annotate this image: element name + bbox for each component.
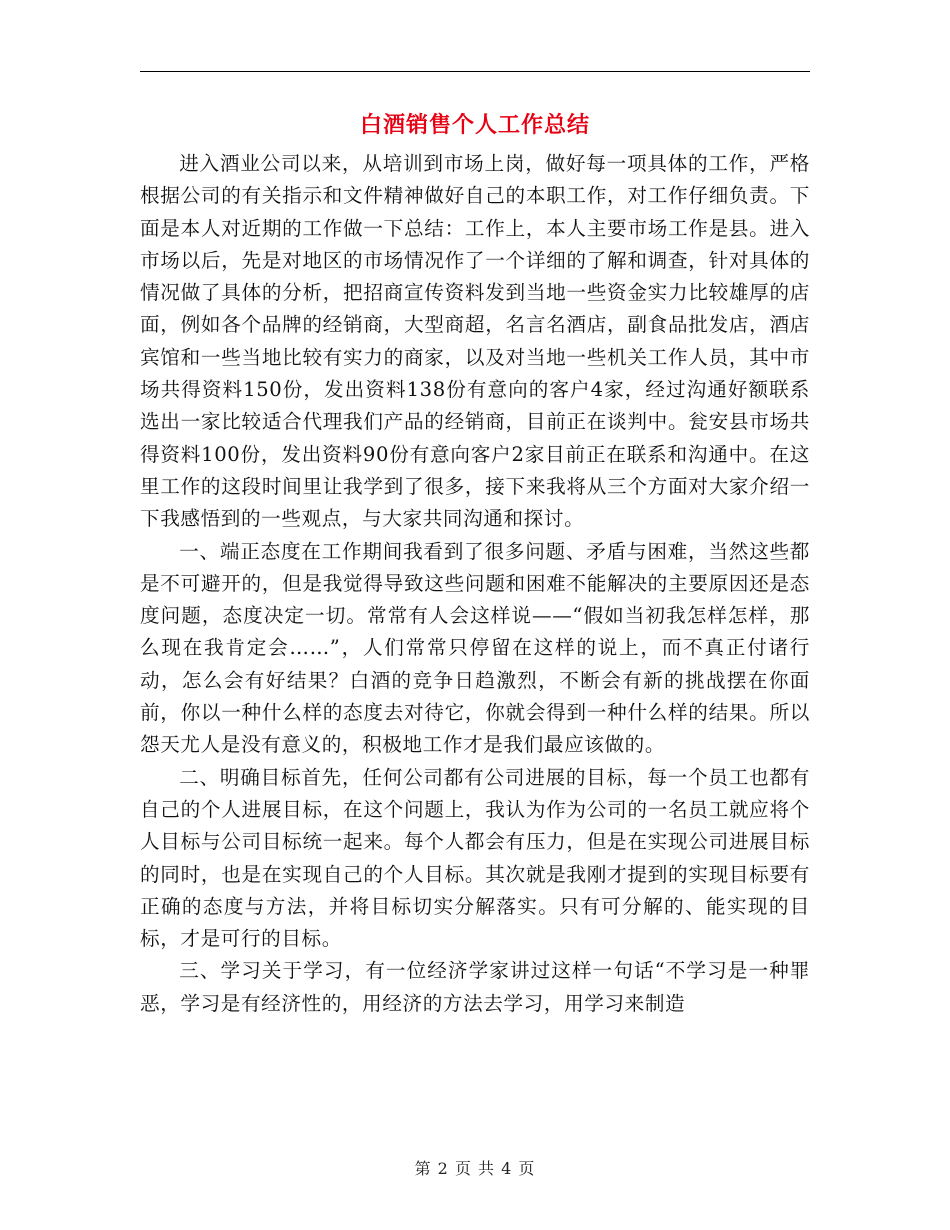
- document-body: [140, 148, 810, 1020]
- paragraph-goals: 二、明确目标首先，任何公司都有公司进展的目标，每一个员工也都有自己的个人进展目标，在这个问题上，我认为作为公司的一名员工就应将个人目标与公司目标统一起来。每个人都会有压力，但是在实现公司进展目标的同时，也是在实现自己的个人目标。其次就是我刚才提到的实现目标要有正确的态度与方法，并将目标切实分解落实。只有可分解的、能实现的目标，才是可行的目标。: [140, 765, 810, 951]
- document-title: 白酒销售个人工作总结: [359, 112, 590, 138]
- header-rule: [140, 71, 810, 72]
- page-number: 第 2 页 共 4 页: [414, 1159, 536, 1178]
- paragraph-intro: 进入酒业公司以来，从培训到市场上岗，做好每一项具体的工作，严格根据公司的有关指示和文件精神做好自己的本职工作，对工作仔细负责。下面是本人对近期的工作做一下总结：工作上，本人主要市场工作是县。进入市场以后，先是对地区的市场情况作了一个详细的了解和调查，针对具体的情况做了具体的分析，把招商宣传资料发到当地一些资金实力比较雄厚的店面，例如各个品牌的经销商，大型商超，名言名酒店，副食品批发店，酒店宾馆和一些当地比较有实力的商家，以及对当地一些机关工作人员，其中市场共得资料150份，发出资料138份有意向的客户4家，经过沟通好额联系选出一家比较适合代理我们产品的经销商，目前正在谈判中。瓮安县市场共得资料100份，发出资料90份有意向客户2家目前正在联系和沟通中。在这里工作的这段时间里让我学到了很多，接下来我将从三个方面对大家介绍一下我感悟到的一些观点，与大家共同沟通和探讨。: [140, 152, 810, 531]
- paragraph-attitude: 一、端正态度在工作期间我看到了很多问题、矛盾与困难，当然这些都是不可避开的，但是我觉得导致这些问题和困难不能解决的主要原因还是态度问题，态度决定一切。常常有人会这样说——“假如当初我怎样怎样，那么现在我肯定会……”，人们常常只停留在这样的说上，而不真正付诸行动，怎么会有好结果？白酒的竞争日趋激烈，不断会有新的挑战摆在你面前，你以一种什么样的态度去对待它，你就会得到一种什么样的结果。所以怨天尤人是没有意义的，积极地工作才是我们最应该做的。: [140, 539, 810, 757]
- paragraph-learning: 三、学习关于学习，有一位经济学家讲过这样一句话“不学习是一种罪恶，学习是有经济性的，用经济的方法去学习，用学习来制造: [140, 959, 810, 1015]
